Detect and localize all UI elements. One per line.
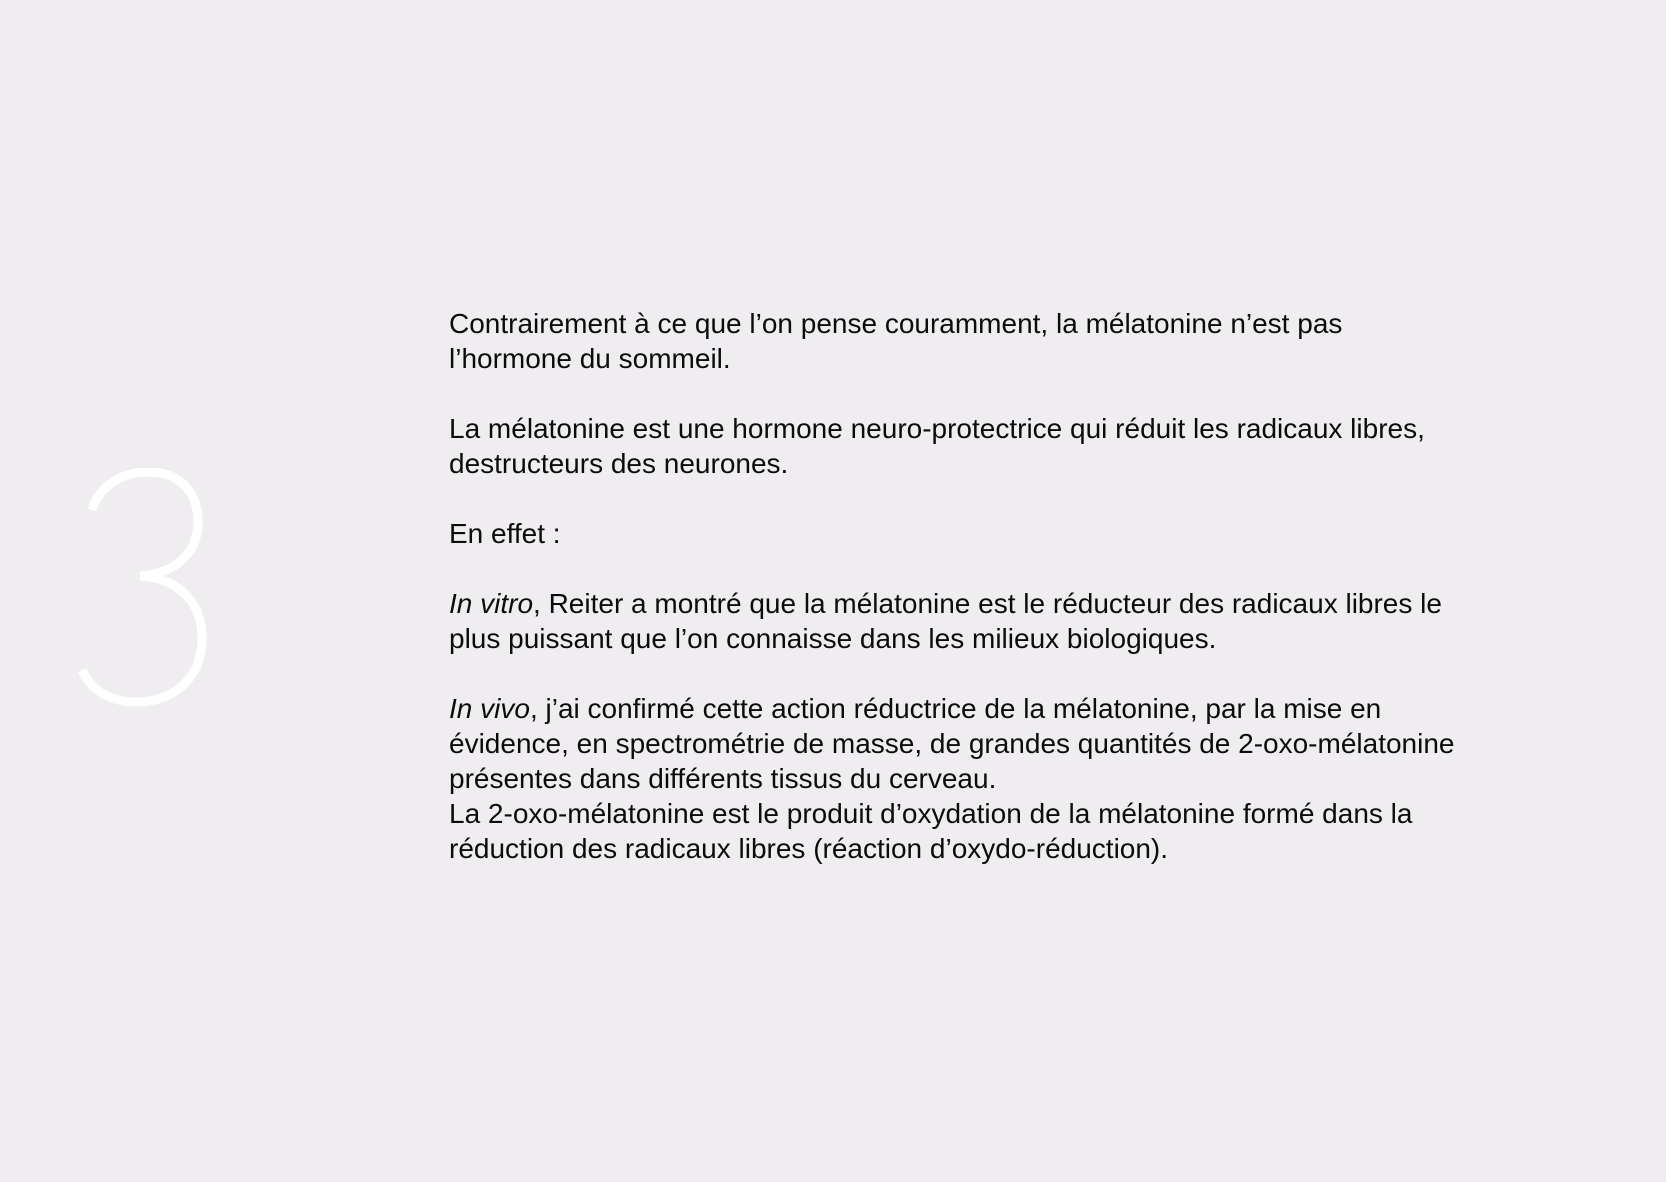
main-text — [449, 306, 1459, 866]
paragraph-2-oxo-melatonine: La 2-oxo-mélatonine est le produit d’oxydation de la mélatonine formé dans la réduction des radicaux libres (réaction d’oxydo-réduction). — [449, 798, 1413, 864]
paragraph-en-effet: En effet : — [449, 518, 561, 549]
paragraph-in-vivo — [449, 691, 1459, 796]
section-number-3 — [78, 468, 208, 708]
in-vitro-label: In vitro — [449, 588, 534, 619]
paragraph-in-vitro — [449, 586, 1459, 656]
in-vitro-text: , Reiter a montré que la mélatonine est le réducteur des radicaux libres le plus puissant que l’on connaisse dans les milieux biologiques. — [449, 588, 1442, 654]
paragraph-hormone-sleep: Contrairement à ce que l’on pense couramment, la mélatonine n’est pas l’hormone du sommeil. — [449, 308, 1343, 374]
in-vivo-label: In vivo — [449, 693, 530, 724]
paragraph-neuroprotective: La mélatonine est une hormone neuro-protectrice qui réduit les radicaux libres, destructeurs des neurones. — [449, 413, 1425, 479]
in-vivo-text: , j’ai confirmé cette action réductrice de la mélatonine, par la mise en évidence, en spectrométrie de masse, de grandes quantités de 2-oxo-mélatonine présentes dans différents tissus du cerveau. — [449, 693, 1455, 794]
